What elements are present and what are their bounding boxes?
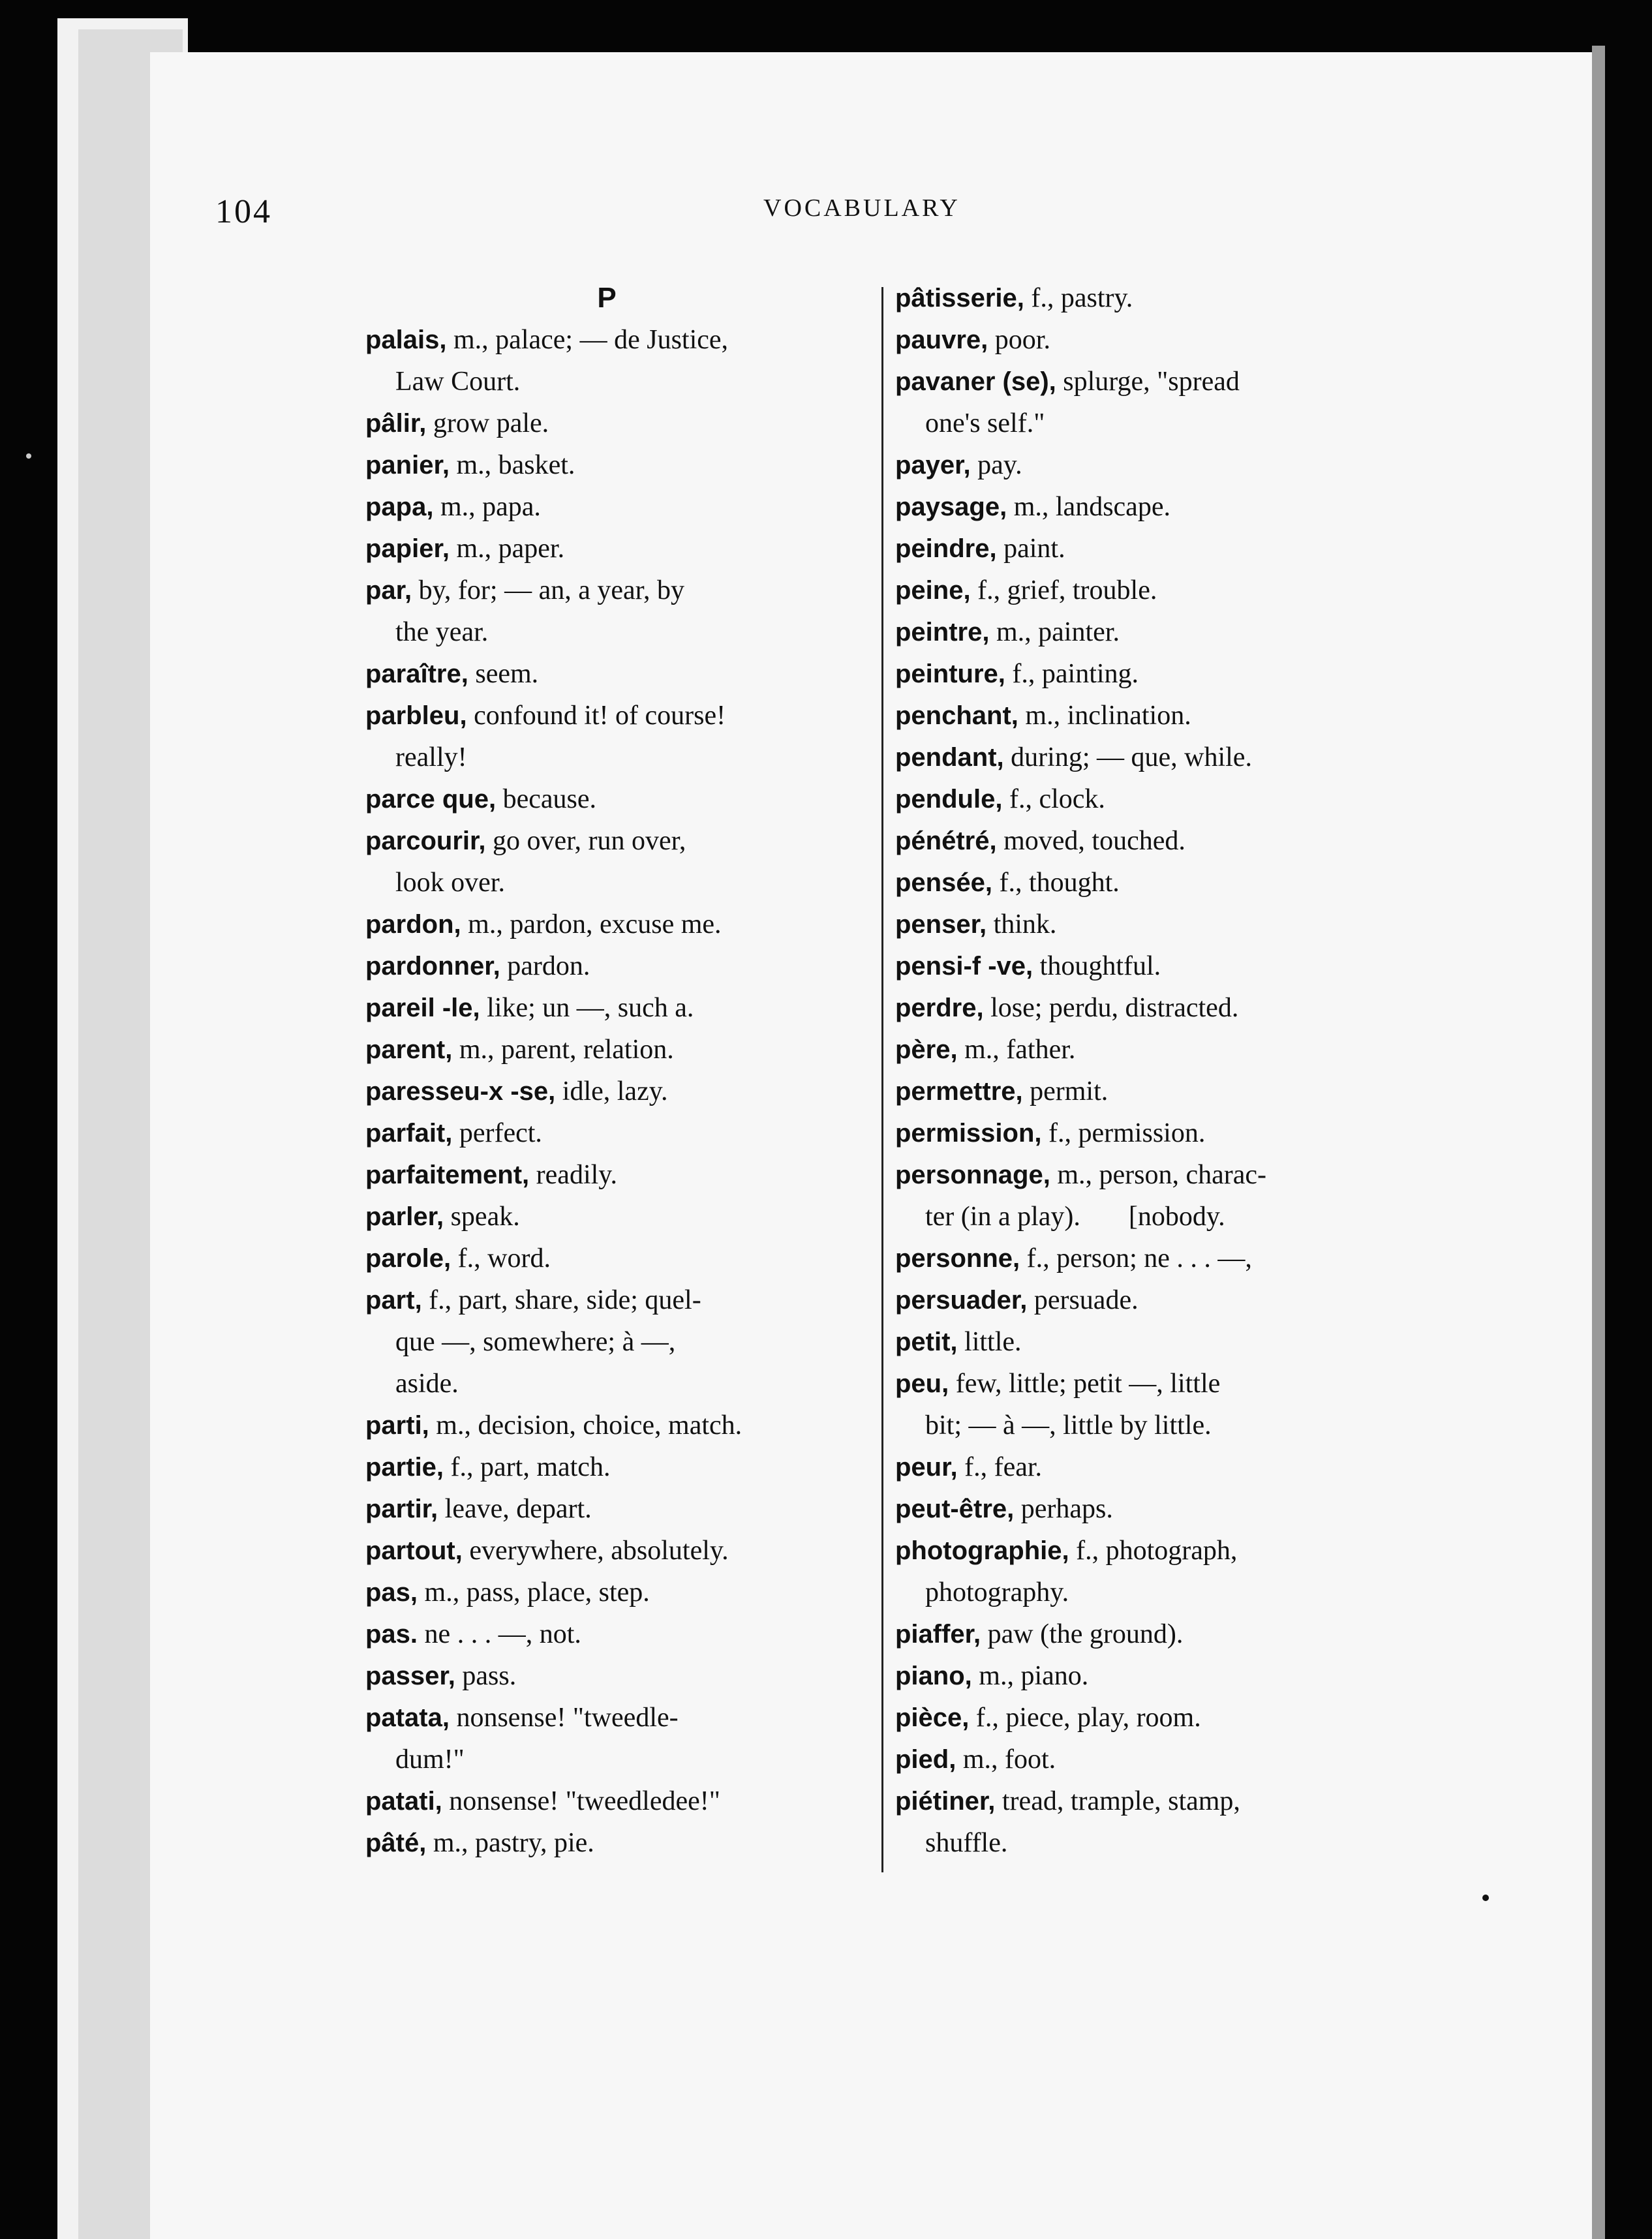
entry-headword: penchant, <box>895 701 1018 730</box>
vocabulary-entry <box>365 319 848 403</box>
entry-headword: pensi-f -ve, <box>895 952 1033 981</box>
entry-headword: personne, <box>895 1244 1020 1273</box>
entry-definition: tread, trample, stamp, <box>995 1786 1240 1816</box>
entry-headword: pièce, <box>895 1703 970 1732</box>
entry-continuation: aside. <box>395 1369 459 1399</box>
entry-continuation: Law Court. <box>395 367 521 397</box>
vocabulary-entry <box>365 528 848 570</box>
entry-headword: parcourir, <box>365 827 486 855</box>
vocabulary-entry <box>895 737 1391 778</box>
vocabulary-entry <box>895 361 1391 444</box>
entry-headword: passer, <box>365 1662 455 1690</box>
entry-headword: personnage, <box>895 1161 1050 1189</box>
vocabulary-entry <box>895 319 1391 361</box>
vocabulary-entry <box>895 820 1391 862</box>
vocabulary-entry <box>895 1488 1391 1530</box>
entry-headword: peinture, <box>895 660 1005 688</box>
vocabulary-entry <box>365 1029 848 1071</box>
vocabulary-entry <box>365 695 848 778</box>
vocabulary-entry <box>895 1321 1391 1363</box>
vocabulary-entry <box>365 1655 848 1697</box>
entry-definition: f., person; ne . . . —, <box>1020 1243 1252 1273</box>
entry-headword: piano, <box>895 1662 972 1690</box>
running-title: VOCABULARY <box>763 194 960 222</box>
entry-headword: pareil -le, <box>365 994 480 1022</box>
vocabulary-entry <box>895 1530 1391 1613</box>
vocabulary-entry <box>895 1154 1391 1238</box>
entry-definition: moved, touched. <box>996 826 1185 856</box>
entry-headword: patata, <box>365 1703 450 1732</box>
entry-headword: peintre, <box>895 618 990 647</box>
vocabulary-entry <box>365 1071 848 1112</box>
entry-definition: poor. <box>988 325 1050 355</box>
entry-definition: pardon. <box>500 951 590 981</box>
vocabulary-entry <box>895 1697 1391 1739</box>
entry-definition: speak. <box>444 1202 520 1232</box>
entry-definition: m., basket. <box>449 450 575 480</box>
vocabulary-entry <box>365 403 848 444</box>
entry-continuation: really! <box>395 742 467 772</box>
scan-speck <box>26 453 31 459</box>
entry-definition: m., pardon, excuse me. <box>461 909 722 939</box>
entry-definition: seem. <box>468 659 539 689</box>
entry-headword: parbleu, <box>365 701 467 730</box>
entry-continuation: dum!" <box>395 1744 465 1774</box>
entry-definition: f., grief, trouble. <box>970 575 1157 605</box>
entry-definition: grow pale. <box>426 408 549 438</box>
entry-definition: thoughtful. <box>1033 951 1161 981</box>
entry-definition: m., paper. <box>449 534 565 564</box>
entry-note: [nobody. <box>1128 1202 1225 1232</box>
entry-definition: f., piece, play, room. <box>969 1703 1201 1733</box>
vocabulary-entry <box>895 945 1391 987</box>
vocabulary-entry <box>365 1488 848 1530</box>
entry-definition: m., foot. <box>956 1744 1056 1774</box>
entry-definition: little. <box>957 1327 1022 1357</box>
vocabulary-entry <box>365 987 848 1029</box>
vocabulary-entry <box>895 653 1391 695</box>
entry-definition: m., piano. <box>971 1661 1089 1691</box>
entry-definition: m., father. <box>957 1035 1076 1065</box>
vocabulary-entry <box>895 1071 1391 1112</box>
entry-definition: f., photograph, <box>1069 1536 1238 1566</box>
entry-continuation: bit; — à —, little by little. <box>925 1410 1212 1440</box>
entry-headword: paraître, <box>365 660 468 688</box>
entry-definition: leave, depart. <box>438 1494 592 1524</box>
vocabulary-entry <box>895 987 1391 1029</box>
entry-headword: photographie, <box>895 1536 1069 1565</box>
entry-headword: père, <box>895 1035 958 1064</box>
vocabulary-entry <box>895 1029 1391 1071</box>
vocabulary-entry <box>895 570 1391 611</box>
entry-continuation: ter (in a play). <box>925 1202 1080 1232</box>
vocabulary-entry <box>365 1446 848 1488</box>
entry-definition: nonsense! "tweedle- <box>449 1703 679 1733</box>
left-column <box>365 277 848 1864</box>
entry-headword: parfait, <box>365 1119 453 1148</box>
vocabulary-entry <box>365 570 848 653</box>
entry-headword: pensée, <box>895 868 992 897</box>
entry-headword: peindre, <box>895 534 997 563</box>
entry-definition: m., person, charac- <box>1050 1160 1267 1190</box>
entry-headword: panier, <box>365 451 450 480</box>
entry-continuation: shuffle. <box>925 1828 1008 1858</box>
page-stack-edge <box>1592 46 1605 2239</box>
entry-definition: during; — que, while. <box>1003 742 1252 772</box>
vocabulary-entry <box>365 904 848 945</box>
entry-definition: splurge, "spread <box>1056 367 1240 397</box>
vocabulary-entry <box>365 444 848 486</box>
vocabulary-entry <box>365 1822 848 1864</box>
vocabulary-entry <box>895 444 1391 486</box>
entry-definition: readily. <box>529 1160 618 1190</box>
scan-speck <box>1482 1895 1489 1901</box>
entry-headword: papier, <box>365 534 450 563</box>
vocabulary-entry <box>365 1530 848 1572</box>
entry-definition: go over, run over, <box>485 826 686 856</box>
vocabulary-entry <box>365 1697 848 1780</box>
entry-definition: few, little; petit —, little <box>949 1369 1221 1399</box>
entry-definition: think. <box>987 909 1057 939</box>
entry-headword: perdre, <box>895 994 984 1022</box>
entry-definition: confound it! of course! <box>467 701 726 731</box>
vocabulary-entry <box>365 1780 848 1822</box>
entry-definition: lose; perdu, distracted. <box>983 993 1239 1023</box>
entry-definition: perfect. <box>452 1118 542 1148</box>
vocabulary-entry <box>365 1279 848 1405</box>
entry-headword: permission, <box>895 1119 1042 1148</box>
entry-headword: parfaitement, <box>365 1161 530 1189</box>
entry-headword: parent, <box>365 1035 453 1064</box>
entry-definition: pay. <box>970 450 1022 480</box>
page-number: 104 <box>215 193 272 230</box>
entry-definition: m., pass, place, step. <box>418 1577 650 1607</box>
entry-headword: palais, <box>365 326 447 354</box>
entry-definition: by, for; — an, a year, by <box>412 575 684 605</box>
entry-definition: f., part, share, side; quel- <box>421 1285 701 1315</box>
entry-definition: m., papa. <box>433 492 541 522</box>
entry-definition: like; un —, such a. <box>480 993 694 1023</box>
entry-headword: persuader, <box>895 1286 1028 1315</box>
entry-definition: ne . . . —, not. <box>418 1619 581 1649</box>
entry-definition: f., word. <box>451 1243 551 1273</box>
entry-definition: m., painter. <box>989 617 1120 647</box>
entry-headword: paysage, <box>895 493 1007 521</box>
entry-definition: idle, lazy. <box>555 1076 668 1106</box>
vocabulary-entry <box>895 1739 1391 1780</box>
entry-definition: m., pastry, pie. <box>426 1828 594 1858</box>
vocabulary-entry <box>895 277 1391 319</box>
vocabulary-entry <box>365 778 848 820</box>
right-column <box>895 277 1391 1864</box>
entry-headword: pied, <box>895 1745 956 1774</box>
vocabulary-entry <box>895 1780 1391 1864</box>
right-entry-list <box>895 277 1391 1864</box>
entry-definition: f., permission. <box>1041 1118 1206 1148</box>
entry-headword: pavaner (se), <box>895 367 1056 396</box>
vocabulary-entry <box>895 695 1391 737</box>
entry-headword: patati, <box>365 1787 442 1816</box>
entry-headword: part, <box>365 1286 422 1315</box>
entry-definition: f., fear. <box>957 1452 1043 1482</box>
entry-definition: paint. <box>996 534 1065 564</box>
entry-headword: pauvre, <box>895 326 988 354</box>
section-letter: P <box>597 282 617 314</box>
entry-headword: pâté, <box>365 1829 427 1857</box>
vocabulary-entry <box>895 528 1391 570</box>
entry-headword: peu, <box>895 1369 949 1398</box>
vocabulary-entry <box>365 1405 848 1446</box>
vocabulary-entry <box>365 653 848 695</box>
entry-headword: pas. <box>365 1620 418 1649</box>
vocabulary-entry <box>365 1196 848 1238</box>
entry-headword: parce que, <box>365 785 497 814</box>
vocabulary-entry <box>895 1112 1391 1154</box>
entry-headword: peine, <box>895 576 971 605</box>
entry-headword: parti, <box>365 1411 429 1440</box>
entry-headword: parler, <box>365 1202 444 1231</box>
entry-headword: peut-être, <box>895 1495 1015 1523</box>
entry-headword: paresseu-x -se, <box>365 1077 556 1106</box>
entry-headword: pardon, <box>365 910 461 939</box>
entry-headword: pas, <box>365 1578 418 1607</box>
entry-definition: m., landscape. <box>1007 492 1170 522</box>
vocabulary-entry <box>895 1446 1391 1488</box>
entry-definition: everywhere, absolutely. <box>462 1536 729 1566</box>
left-entry-list <box>365 319 848 1864</box>
vocabulary-entry <box>895 1238 1391 1279</box>
vocabulary-entry <box>365 1613 848 1655</box>
vocabulary-entry <box>365 1238 848 1279</box>
entry-definition: f., thought. <box>992 868 1120 898</box>
vocabulary-entry <box>895 1655 1391 1697</box>
entry-headword: petit, <box>895 1328 958 1356</box>
entry-definition: paw (the ground). <box>981 1619 1184 1649</box>
entry-continuation: que —, somewhere; à —, <box>395 1327 676 1357</box>
vocabulary-entry <box>365 1112 848 1154</box>
entry-headword: piaffer, <box>895 1620 981 1649</box>
vocabulary-entry <box>895 778 1391 820</box>
vocabulary-entry <box>895 1363 1391 1446</box>
entry-continuation: look over. <box>395 868 505 898</box>
vocabulary-entry <box>895 904 1391 945</box>
entry-definition: pass. <box>455 1661 517 1691</box>
vocabulary-entry <box>895 1279 1391 1321</box>
vocabulary-entry <box>365 945 848 987</box>
vocabulary-entry <box>895 486 1391 528</box>
vocabulary-entry <box>365 1572 848 1613</box>
entry-definition: m., palace; — de Justice, <box>446 325 729 355</box>
entry-headword: pâtisserie, <box>895 284 1024 312</box>
column-divider <box>881 287 883 1872</box>
entry-definition: f., clock. <box>1002 784 1105 814</box>
vocabulary-entry <box>365 486 848 528</box>
entry-definition: f., pastry. <box>1024 283 1133 313</box>
entry-continuation: one's self." <box>925 408 1045 438</box>
entry-headword: penser, <box>895 910 987 939</box>
entry-definition: permit. <box>1022 1076 1109 1106</box>
entry-headword: partout, <box>365 1536 463 1565</box>
entry-headword: parole, <box>365 1244 451 1273</box>
entry-definition: persuade. <box>1027 1285 1139 1315</box>
entry-continuation: the year. <box>395 617 489 647</box>
entry-headword: permettre, <box>895 1077 1023 1106</box>
entry-continuation: photography. <box>925 1577 1069 1607</box>
entry-headword: pâlir, <box>365 409 427 438</box>
entry-definition: f., painting. <box>1005 659 1139 689</box>
vocabulary-entry <box>895 862 1391 904</box>
entry-headword: partie, <box>365 1453 444 1482</box>
entry-definition: perhaps. <box>1014 1494 1113 1524</box>
entry-headword: piétiner, <box>895 1787 996 1816</box>
entry-definition: because. <box>496 784 596 814</box>
vocabulary-entry <box>365 1154 848 1196</box>
entry-definition: m., decision, choice, match. <box>429 1410 742 1440</box>
entry-headword: pendule, <box>895 785 1003 814</box>
entry-headword: par, <box>365 576 412 605</box>
entry-headword: peur, <box>895 1453 958 1482</box>
entry-definition: nonsense! "tweedledee!" <box>442 1786 720 1816</box>
vocabulary-entry <box>365 820 848 904</box>
entry-headword: partir, <box>365 1495 438 1523</box>
entry-headword: papa, <box>365 493 434 521</box>
entry-headword: payer, <box>895 451 971 480</box>
vocabulary-entry <box>895 611 1391 653</box>
entry-headword: pénétré, <box>895 827 997 855</box>
entry-headword: pendant, <box>895 743 1004 772</box>
entry-definition: f., part, match. <box>444 1452 611 1482</box>
entry-definition: m., inclination. <box>1018 701 1191 731</box>
entry-headword: pardonner, <box>365 952 500 981</box>
vocabulary-entry <box>895 1613 1391 1655</box>
entry-definition: m., parent, relation. <box>452 1035 674 1065</box>
